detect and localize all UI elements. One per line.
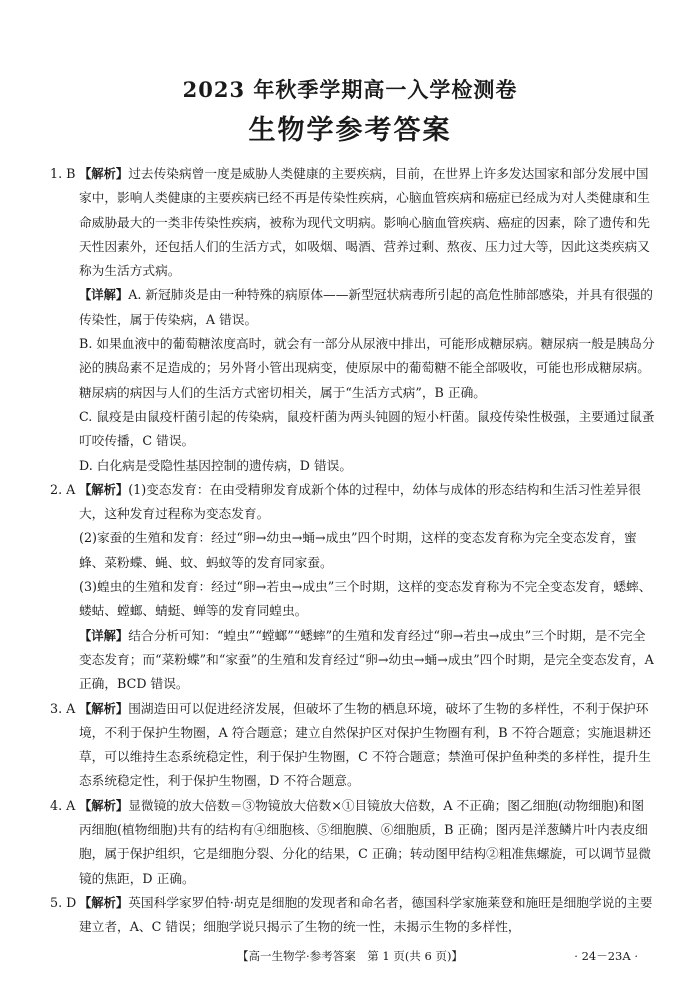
analysis-tag: 【解析】 bbox=[79, 895, 129, 910]
answer-number: 1. B bbox=[50, 166, 76, 181]
detail-tag: 【详解】 bbox=[79, 628, 129, 643]
answer-5-analysis bbox=[50, 891, 656, 940]
analysis-text: 显微镜的放大倍数＝③物镜放大倍数×①目镜放大倍数，A 不正确；图乙细胞(动物细胞)和图丙细胞(植物细胞)共有的结构有④细胞核、⑤细胞膜、⑥细胞质，B 正确；图丙是洋葱鳞片叶内表皮细胞，属于保护组织，它是细胞分裂、分化的结果，C 正确；转动图甲结构②粗准焦螺旋，可以调节显微镜的焦距，D 正确。 bbox=[79, 797, 651, 886]
analysis-text: 过去传染病曾一度是威胁人类健康的主要疾病，目前，在世界上许多发达国家和部分发展中国家中，影响人类健康的主要疾病已经不再是传染性疾病，心脑血管疾病和癌症已经成为对人类健康和生命威胁最大的一类非传染性疾病，被称为现代文明病。影响心脑血管疾病、癌症的因素，除了遗传和先天性因素外，还包括人们的生活方式，如吸烟、喝酒、营养过剩、熬夜、压力过大等，因此这类疾病又称为生活方式病。 bbox=[79, 166, 650, 279]
detail-text-b: B. 如果血液中的葡萄糖浓度高时，就会有一部分从尿液中排出，可能形成糖尿病。糖尿病一般是胰岛分泌的胰岛素不足造成的；另外肾小管出现病变，使原尿中的葡萄糖不能全部吸收，可能也形成糖尿病。糖尿病的病因与人们的生活方式密切相关，属于“生活方式病”，B 正确。 bbox=[79, 336, 655, 400]
answer-1-analysis bbox=[50, 162, 656, 283]
answer-1-detail bbox=[50, 283, 656, 332]
analysis-text: 英国科学家罗伯特·胡克是细胞的发现者和命名者，德国科学家施莱登和施旺是细胞学说的主要建立者，A、C 错误；细胞学说只揭示了生物的统一性，未揭示生物的多样性， bbox=[79, 894, 653, 935]
answer-2-detail bbox=[50, 624, 656, 697]
exam-title: 2023 年秋季学期高一入学检测卷 bbox=[182, 77, 518, 102]
analysis-text-3: (3)蝗虫的生殖和发育：经过“卵→若虫→成虫”三个时期，这样的变态发育称为不完全变态发育，蟋蟀、蝼蛄、螳螂、蜻蜓、蝉等的发育同蝗虫。 bbox=[79, 579, 652, 619]
answer-number: 2. A bbox=[50, 481, 76, 497]
answer-2-analysis bbox=[50, 478, 656, 527]
detail-text-d: D. 白化病是受隐性基因控制的遗传病，D 错误。 bbox=[79, 457, 353, 473]
analysis-tag: 【解析】 bbox=[79, 167, 129, 181]
analysis-tag: 【解析】 bbox=[79, 482, 129, 497]
answer-number: 4. A bbox=[50, 797, 76, 813]
answer-content bbox=[50, 162, 656, 940]
answer-number: 3. A bbox=[50, 700, 76, 716]
answer-number: 5. D bbox=[50, 894, 77, 910]
analysis-text-1: (1)变态发育：在由受精卵发育成新个体的过程中，幼体与成体的形态结构和生活习性差异很大，这种发育过程称为变态发育。 bbox=[79, 481, 641, 522]
detail-text-c: C. 鼠疫是由鼠疫杆菌引起的传染病，鼠疫杆菌为两头钝圆的短小杆菌。鼠疫传染性极强，主要通过鼠蚤叮咬传播，C 错误。 bbox=[79, 408, 655, 449]
analysis-text-2: (2)家蚕的生殖和发育：经过“卵→幼虫→蛹→成虫”四个时期，这样的变态发育称为完全变态发育，蜜蜂、菜粉蝶、蝇、蚊、蚂蚁等的发育同家蚕。 bbox=[79, 530, 637, 570]
detail-text: 结合分析可知：“蝗虫”“螳螂”“蟋蟀”的生殖和发育经过“卵→若虫→成虫”三个时期，是不完全变态发育；而“菜粉蝶”和“家蚕”的生殖和发育经过“卵→幼虫→蛹→成虫”四个时期，是完全变态发育，A 正确，BCD 错误。 bbox=[79, 627, 654, 692]
analysis-tag: 【解析】 bbox=[79, 798, 129, 813]
answer-title: 生物学参考答案 bbox=[248, 115, 452, 146]
answer-4-analysis bbox=[50, 794, 656, 891]
analysis-tag: 【解析】 bbox=[79, 701, 129, 716]
analysis-text: 围湖造田可以促进经济发展，但破坏了生物的栖息环境，破坏了生物的多样性，不利于保护环境，不利于保护生物圈，A 符合题意；建立自然保护区对保护生物圈有利，B 不符合题意；实施退耕还草，可以维持生态系统稳定性，利于保护生物圈，C 不符合题意；禁渔可保护鱼种类的多样性，提升生态系统稳定性，利于保护生物圈，D 不符合题意。 bbox=[79, 700, 652, 789]
answer-3-analysis bbox=[50, 697, 656, 794]
footer-code: · 24－23A · bbox=[574, 949, 638, 963]
detail-tag: 【详解】 bbox=[79, 288, 129, 303]
detail-text-a: A. 新冠肺炎是由一种特殊的病原体——新型冠状病毒所引起的高危性肺部感染，并具有很强的传染性，属于传染病，A 错误。 bbox=[79, 287, 653, 327]
footer-page-info: 【高一生物学·参考答案 第 1 页(共 6 页)】 bbox=[237, 949, 463, 963]
